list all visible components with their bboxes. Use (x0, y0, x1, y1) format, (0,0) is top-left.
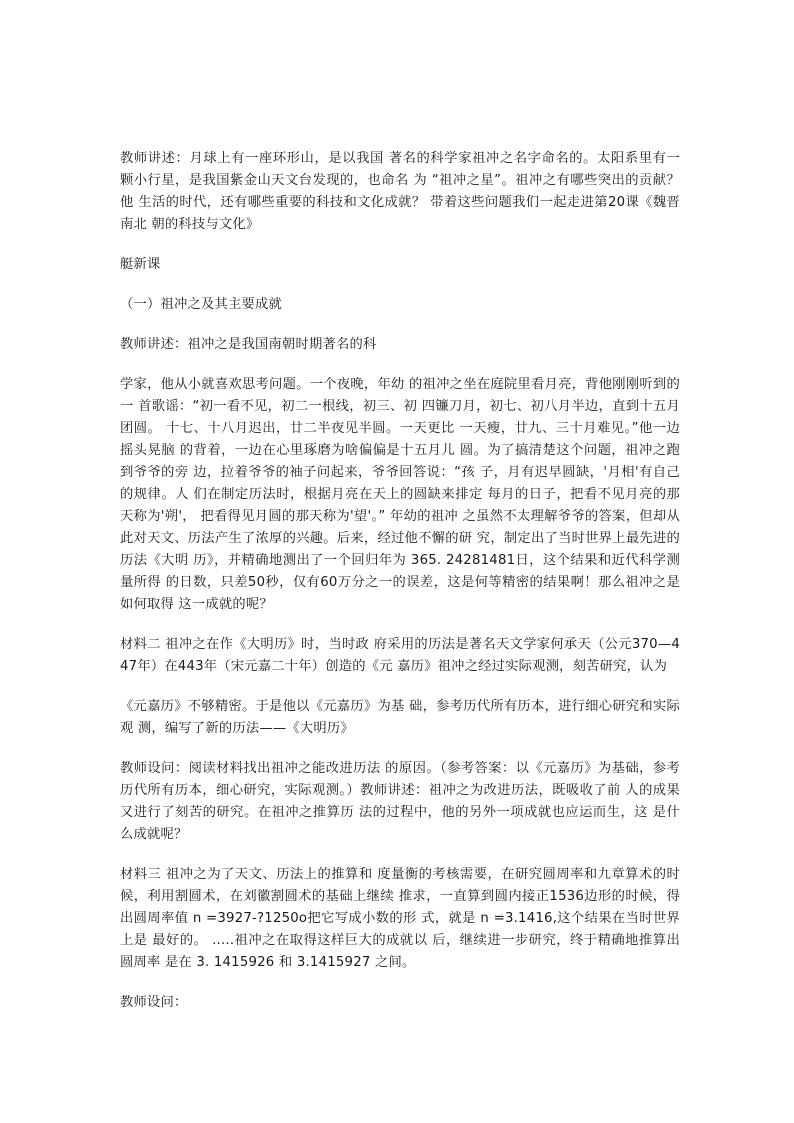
material-three-paragraph: 材料三 祖冲之为了天文、历法上的推算和 度量衡的考核需要，在研究圆周率和九章算术的时候，利用割圆术，在刘徽割圆术的基础上继续 推求，一直算到圆内接正1536边形的时候，得 出圆周率值 n =3927-?1250o把它写成小数的形 式，就是 n =3.1416,这个结果在当时世界上是 最好的。 .....祖冲之在取得这样巨大的成就以 后，继续进一步研究，终于精确地推算出圆周率 是在 3. 1415926 和 3.1415927 之间。 (120, 867, 680, 970)
material-two-continued-paragraph: 《元嘉历》不够精密。于是他以《元嘉历》为基 础，参考历代所有历本，进行细心研究和实际观 测，编写了新的历法——《大明历》 (120, 699, 680, 736)
teacher-narration-paragraph: 教师讲述：祖冲之是我国南朝时期著名的科 (120, 337, 377, 352)
document-page (120, 148, 680, 1032)
section-heading-new-lesson: 艇新课 (120, 257, 161, 272)
intro-paragraph: 教师讲述：月球上有一座环形山，是以我国 著名的科学家祖冲之名字命名的。太阳系里有一 颗小行星，是我国紫金山天文台发现的，也命名 为 “祖冲之星”。祖冲之有哪些突出的贡献？他 生活的时代，还有哪些重要的科技和文化成就？ 带着这些问题我们一起走进第20课《魏晋南北 朝的科技与文化》 (120, 151, 680, 232)
subsection-heading: （一）祖冲之及其主要成就 (120, 297, 282, 312)
teacher-question-heading: 教师设问： (120, 995, 188, 1010)
material-two-paragraph: 材料二 祖冲之在作《大明历》时，当时政 府采用的历法是著名天文学家何承天（公元370—447年）在443年（宋元嘉二十年）创造的《元 嘉历》祖冲之经过实际观测，刻苦研究，认为 (120, 637, 680, 674)
story-paragraph: 学家，他从小就喜欢思考问题。一个夜晚，年幼 的祖冲之坐在庭院里看月亮，背他刚刚听到的一 首歌谣：“初一看不见，初二一根线，初三、初 四镰刀月，初七、初八月半边，直到十五月团圆。 十七、十八月迟出，廿二半夜见半圆。一天更比 一天瘦，廿九、三十月难见。”他一边摇头晃脑 的背着，一边在心里琢磨为啥偏偏是十五月儿 圆。为了搞清楚这个问题，祖冲之跑到爷爷的旁 边，拉着爷爷的袖子问起来，爷爷回答说：“孩 子，月有迟早圆缺，'月相'有自己的规律。人 们在制定历法时，根据月亮在天上的圆缺来排定 每月的日子，把看不见月亮的那天称为'朔'， 把看得见月圆的那天称为'望'。” 年幼的祖冲 之虽然不太理解爷爷的答案，但却从此对天文、历法产生了浓厚的兴趣。后来，经过他不懈的研 究，制定出了当时世界上最先进的历法《大明 历》，并精确地测出了一个回归年为 365. 24281481日，这个结果和近代科学测量所得 的日数，只差50秒，仅有60万分之一的误差，这是何等精密的结果啊！那么祖冲之是如何取得 这一成就的呢？ (120, 377, 680, 612)
teacher-question-paragraph: 教师设问：阅读材料找出祖冲之能改进历法 的原因。（参考答案：以《元嘉历》为基础，参考历代所有历本，细心研究，实际观测。）教师讲述：祖冲之为改进历法，既吸收了前 人的成果又进行了刻苦的研究。在祖冲之推算历 法的过程中，他的另外一项成就也应运而生，这 是什么成就呢？ (120, 761, 680, 842)
